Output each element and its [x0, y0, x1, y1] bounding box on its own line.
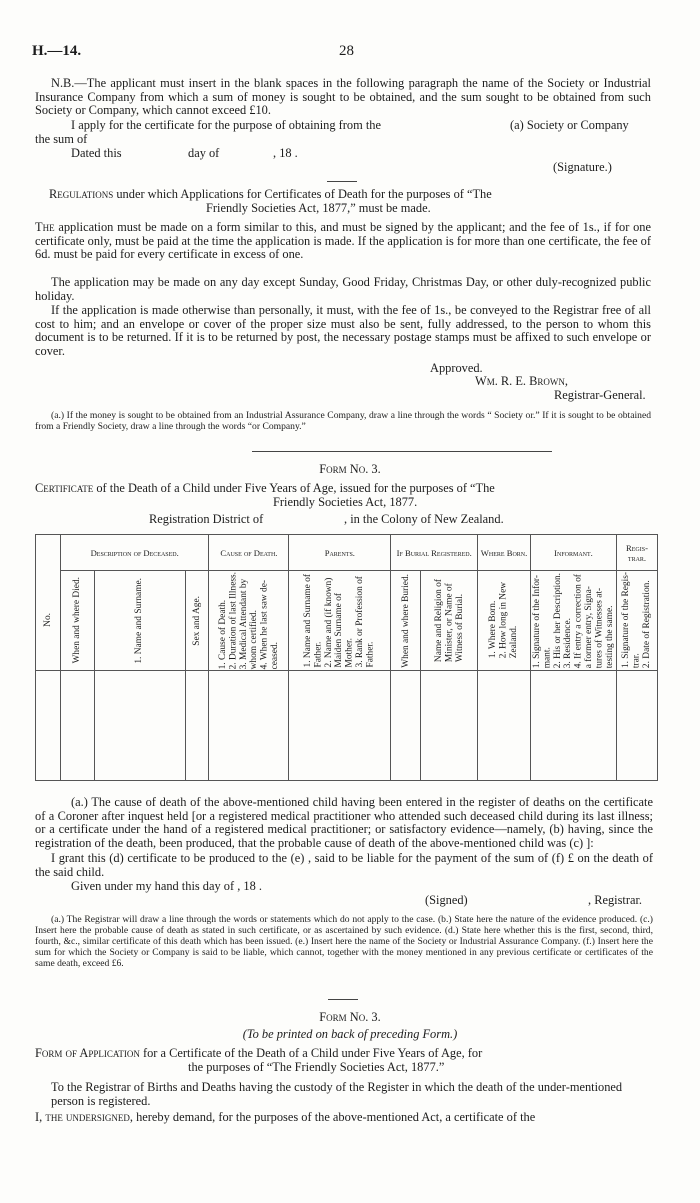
column-label-line: tures of Witnesses at-	[594, 587, 605, 669]
column-label-line: Minister, or Name of	[443, 583, 454, 663]
certificate-heading-lead: Certificate	[35, 481, 94, 495]
column-label-line: 3. Medical Attendant by	[238, 578, 249, 670]
certificate-heading-line2: Friendly Societies Act, 1877.	[273, 495, 418, 509]
column-label-line: Father.	[365, 641, 376, 668]
column-label-line: 2. How long in New	[498, 582, 509, 659]
regulations-p1-lead: The	[35, 220, 55, 234]
column-label	[134, 578, 144, 664]
column-header-9	[530, 571, 616, 671]
form3-title: Form No. 3.	[319, 462, 381, 476]
signed-label: (Signed)	[425, 893, 468, 907]
entry-cell-2	[94, 671, 185, 781]
column-header-4	[209, 571, 289, 671]
group-description: Description of Deceased.	[60, 535, 209, 571]
column-label-line: Maiden Surname of	[334, 592, 345, 668]
approved-label: Approved.	[430, 361, 483, 375]
form3b-subtitle: (To be printed on back of preceding Form.)	[242, 1027, 458, 1041]
page-header-code: H.—14.	[32, 43, 82, 59]
entry-cell-1	[60, 671, 94, 781]
entry-cell-3	[185, 671, 209, 781]
entry-cell-8	[478, 671, 531, 781]
column-header-5	[289, 571, 391, 671]
entry-cell-10	[616, 671, 657, 781]
group-parents: Parents.	[289, 535, 391, 571]
column-header-7	[421, 571, 478, 671]
group-registrar: Regis- trar.	[616, 535, 657, 571]
application-heading-lead: Form of Application	[35, 1046, 140, 1060]
column-label	[72, 577, 82, 663]
column-label-line: trar.	[631, 653, 642, 669]
column-label-line: 1. Signature of the Regis-	[621, 572, 632, 669]
column-label-line: whom certified.	[248, 609, 259, 670]
divider	[327, 181, 357, 182]
column-label	[218, 572, 280, 669]
registrar-label: , Registrar.	[588, 893, 643, 907]
column-header-6	[391, 571, 421, 671]
entry-cell-7	[421, 671, 478, 781]
column-label	[43, 613, 53, 627]
column-label-line: When and where Died.	[72, 577, 83, 664]
column-label-line: 3. Rank or Profession of	[355, 575, 366, 668]
cause-paragraph: (a.) The cause of death of the above-mentioned child having been entered in the register of deaths on the certificate of a Coroner after inquest held [or a registered medical practitioner who attended such deceased child during its last illness; or a certificate under the hand of a registered medical practitioner; or satisfactory evidence—namely, (b) having, since the registration of the death, been produced, that the probable cause of death of the above-mentioned child was (c) ]:	[35, 795, 653, 850]
column-label-line: 1. Signature of the Infor-	[531, 574, 542, 669]
death-certificate-table	[35, 534, 658, 781]
entry-cell-9	[530, 671, 616, 781]
column-label-line: Witness of Burial.	[454, 593, 465, 663]
form3-footnotes: (a.) The Registrar will draw a line through the words or statements which do not apply to the case. (b.) State here the nature of the evidence produced. (c.) Insert here the probable cause of death as stated in such certificate, or as ascertained by such evidence. (d.) State here whether this is the first, second, third, fourth, &c., similar certificate of this death which has been issued. (e.) Insert here the name of the Society or Industrial Assurance Company. (f.) Insert here the sum for which the Society or Company is said to be liable, which cannot, together with the money mentioned in any previous certificate or certificates of the same death, exceed £6.	[35, 914, 653, 969]
column-label-line: 4. If entry a correction of	[573, 573, 584, 669]
regulations-heading-line2: Friendly Societies Act, 1877,” must be made.	[206, 201, 431, 215]
group-cause: Cause of Death.	[209, 535, 289, 571]
registrar-general-name: Wm. R. E. Brown,	[475, 374, 568, 388]
column-label-line: 4. When he last saw de-	[259, 579, 270, 670]
dated-label: Dated this	[71, 146, 122, 160]
column-header-1	[60, 571, 94, 671]
apply-line1-right: (a) Society or Company	[510, 118, 629, 132]
entry-cell-5	[289, 671, 391, 781]
column-label-line: Name and Religion of	[433, 578, 444, 663]
certificate-heading-rest: of the Death of a Child under Five Years of Age, issued for the purposes of “The	[93, 481, 495, 495]
apply-line1: I apply for the certificate for the purpose of obtaining from the	[71, 118, 381, 132]
column-label-line: 2. His or her Description.	[552, 572, 563, 669]
registration-district-label: Registration District of	[149, 512, 264, 526]
column-label-line: 1. Cause of Death.	[217, 599, 228, 670]
column-header-2	[94, 571, 185, 671]
column-label-line: 2. Date of Registration.	[642, 580, 653, 669]
entry-cell-6	[391, 671, 421, 781]
column-label	[434, 579, 465, 662]
apply-line2: the sum of	[35, 132, 88, 146]
undersigned-rest: hereby demand, for the purposes of the above-mentioned Act, a certificate of the	[133, 1110, 536, 1124]
page-number: 28	[339, 43, 354, 59]
entry-cell-4	[209, 671, 289, 781]
application-heading	[35, 1047, 655, 1061]
to-registrar: To the Registrar of Births and Deaths having the custody of the Register in which the death of the under-mentioned person is registered.	[51, 1080, 623, 1108]
col-no-header-blank	[36, 535, 61, 571]
nb-paragraph: N.B.—The applicant must insert in the blank spaces in the following paragraph the name of the Society or Industrial Insurance Company from which a sum of money is sought to be obtained, and the sum sought to be obtained from such Society or Company, which cannot exceed £10.	[35, 76, 651, 118]
regulations-heading-rest: under which Applications for Certificates of Death for the purposes of “The	[113, 187, 492, 201]
column-label-line: Mother.	[345, 637, 356, 668]
column-label-line: When and where Buried.	[400, 573, 411, 668]
column-header-row	[36, 571, 658, 671]
column-label-line: 3. Residence.	[563, 617, 574, 669]
colony-label: , in the Colony of New Zealand.	[344, 512, 504, 526]
group-born: Where Born.	[478, 535, 531, 571]
column-label-line: 2. Name and (if known)	[324, 577, 335, 668]
regulations-footnote: (a.) If the money is sought to be obtained from an Industrial Assurance Company, draw a line through the words “ Society or.” If it is sought to be obtained from a Friendly Society, draw a line through the words “or Company.”	[35, 410, 651, 432]
column-header-10	[616, 571, 657, 671]
entry-cell-0	[36, 671, 61, 781]
undersigned-lead: I, the undersigned,	[35, 1110, 134, 1124]
column-label-line: ceased.	[269, 641, 280, 670]
column-header-0	[36, 571, 61, 671]
column-label-line: Zealand.	[509, 626, 520, 659]
grant-paragraph: I grant this (d) certificate to be produced to the (e) , said to be liable for the payment of the sum of (f) £ on the death of the said child.	[35, 851, 653, 879]
year-label: , 18 .	[273, 146, 298, 160]
form3b-title: Form No. 3.	[319, 1010, 381, 1024]
signature-label: (Signature.)	[553, 160, 612, 174]
column-header-3	[185, 571, 209, 671]
column-header-8	[478, 571, 531, 671]
day-of-label: day of	[188, 146, 220, 160]
column-label-line: No.	[42, 613, 53, 628]
column-label-line: 1. Where Born.	[488, 601, 499, 659]
regulations-heading-lead: Regulations	[49, 187, 114, 201]
column-label-line: a former entry, Signa-	[583, 585, 594, 669]
divider	[328, 999, 358, 1000]
application-heading-rest: for a Certificate of the Death of a Child under Five Years of Age, for	[139, 1046, 483, 1060]
column-label	[488, 582, 519, 658]
column-label	[303, 574, 376, 667]
regulations-heading	[49, 188, 659, 202]
entry-row	[36, 671, 658, 781]
column-label-line: 1. Name and Surname of	[303, 573, 314, 668]
column-label-line: mant.	[542, 647, 553, 669]
registrar-general-title: Registrar-General.	[554, 388, 646, 402]
column-label	[621, 572, 652, 668]
group-informant: Informant.	[530, 535, 616, 571]
application-heading-line2: the purposes of “The Friendly Societies Act, 1877.”	[188, 1060, 445, 1074]
column-label	[532, 573, 615, 668]
column-label	[401, 574, 411, 668]
regulations-p1-text: application must be made on a form similar to this, and must be signed by the applicant; and the fee of 1s., if for one certificate only, must be paid at the time the application is made. If the application is for more than one certificate, the fee of 6d. must be paid for every certificate in excess of one.	[35, 220, 651, 262]
divider	[252, 451, 552, 452]
given-line: Given under my hand this day of , 18 .	[71, 879, 262, 893]
column-label-line: 1. Name and Surname.	[134, 577, 145, 664]
undersigned-line	[35, 1111, 655, 1125]
column-label-line: testing the same.	[604, 605, 615, 669]
group-burial: If Burial Registered.	[391, 535, 478, 571]
regulations-p3: If the application is made otherwise than personally, it must, with the fee of 1s., be conveyed to the Registrar free of all cost to him; and an envelope or cover of the proper size must also be sent, fully addressed, to the person to whom this document is to be returned. If it is to be returned by post, the necessary postage stamps must be affixed to such envelope or cover.	[35, 303, 651, 358]
column-label-line: Father.	[313, 641, 324, 668]
regulations-p2: The application may be made on any day except Sunday, Good Friday, Christmas Day, or other duly-recognized public holiday.	[35, 275, 651, 303]
column-label-line: Sex and Age.	[191, 595, 202, 646]
regulations-p1	[35, 221, 651, 262]
column-label	[192, 596, 202, 646]
certificate-heading	[35, 482, 655, 496]
column-label-line: 2. Duration of last Illness.	[228, 571, 239, 670]
